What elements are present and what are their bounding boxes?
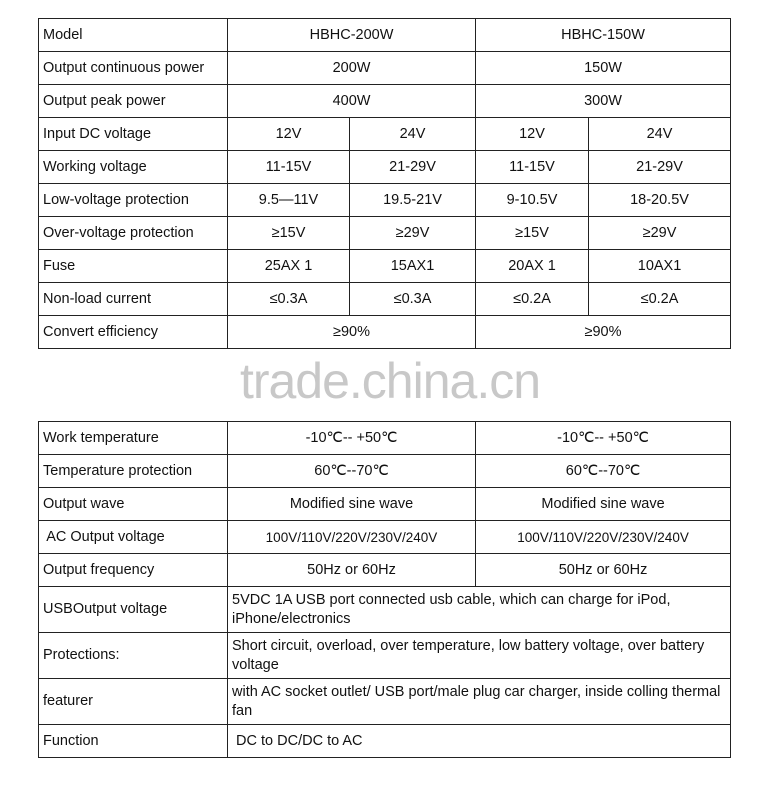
spec-table: [38, 18, 731, 758]
row-label: Protections:: [39, 633, 228, 679]
table-cell: 400W: [228, 85, 476, 118]
table-cell: 19.5-21V: [350, 184, 476, 217]
table-cell: 150W: [476, 52, 731, 85]
table-cell: 18-20.5V: [589, 184, 731, 217]
row-label: Input DC voltage: [39, 118, 228, 151]
table-row: [39, 85, 731, 118]
row-label: Work temperature: [39, 422, 228, 455]
table-cell: with AC socket outlet/ USB port/male plug car charger, inside colling thermal fan: [228, 679, 731, 725]
table-cell: 50Hz or 60Hz: [476, 554, 731, 587]
table-row: [39, 455, 731, 488]
table-cell: ≤0.3A: [228, 283, 350, 316]
table-row: [39, 679, 731, 725]
table-cell: ≥90%: [476, 316, 731, 349]
table-cell: HBHC-150W: [476, 19, 731, 52]
table-cell: 9-10.5V: [476, 184, 589, 217]
table-cell: ≤0.2A: [589, 283, 731, 316]
watermark-text: trade.china.cn: [239, 353, 541, 409]
row-label: AC Output voltage: [39, 521, 228, 554]
table-row-gap: [39, 349, 731, 422]
table-cell: ≥15V: [476, 217, 589, 250]
table-cell: -10℃-- +50℃: [476, 422, 731, 455]
row-label: Fuse: [39, 250, 228, 283]
table-cell: ≤0.3A: [350, 283, 476, 316]
table-cell: 5VDC 1A USB port connected usb cable, which can charge for iPod, iPhone/electronics: [228, 587, 731, 633]
table-cell: 50Hz or 60Hz: [228, 554, 476, 587]
row-label: Temperature protection: [39, 455, 228, 488]
table-row: [39, 422, 731, 455]
table-cell: Modified sine wave: [476, 488, 731, 521]
table-row: [39, 488, 731, 521]
table-cell: 100V/110V/220V/230V/240V: [228, 521, 476, 554]
table-cell: 100V/110V/220V/230V/240V: [476, 521, 731, 554]
table-row: [39, 633, 731, 679]
table-cell: 24V: [589, 118, 731, 151]
table-cell: Modified sine wave: [228, 488, 476, 521]
table-cell: 21-29V: [350, 151, 476, 184]
table-cell: 11-15V: [476, 151, 589, 184]
table-cell: 200W: [228, 52, 476, 85]
row-label: featurer: [39, 679, 228, 725]
table-cell: ≥15V: [228, 217, 350, 250]
table-cell: 10AX1: [589, 250, 731, 283]
table-row: [39, 587, 731, 633]
table-cell: Short circuit, overload, over temperature, low battery voltage, over battery voltage: [228, 633, 731, 679]
row-label: Output peak power: [39, 85, 228, 118]
row-label: Non-load current: [39, 283, 228, 316]
table-cell: ≥29V: [589, 217, 731, 250]
table-row: [39, 52, 731, 85]
watermark-band: [39, 349, 731, 422]
table-cell: 20AX 1: [476, 250, 589, 283]
table-cell: -10℃-- +50℃: [228, 422, 476, 455]
table-cell: 12V: [228, 118, 350, 151]
table-row: [39, 19, 731, 52]
row-label: Model: [39, 19, 228, 52]
row-label: Output continuous power: [39, 52, 228, 85]
row-label: Output frequency: [39, 554, 228, 587]
table-cell: 12V: [476, 118, 589, 151]
table-cell: ≤0.2A: [476, 283, 589, 316]
table-row: [39, 250, 731, 283]
table-row: [39, 217, 731, 250]
table-row: [39, 118, 731, 151]
table-row: [39, 554, 731, 587]
row-label: Low-voltage protection: [39, 184, 228, 217]
table-cell: 24V: [350, 118, 476, 151]
table-cell: 25AX 1: [228, 250, 350, 283]
table-cell: 60℃--70℃: [476, 455, 731, 488]
table-cell: HBHC-200W: [228, 19, 476, 52]
row-label: Convert efficiency: [39, 316, 228, 349]
table-cell: ≥29V: [350, 217, 476, 250]
table-cell: 9.5—11V: [228, 184, 350, 217]
table-cell: 15AX1: [350, 250, 476, 283]
row-label: Working voltage: [39, 151, 228, 184]
table-cell: DC to DC/DC to AC: [228, 725, 731, 758]
row-label: Function: [39, 725, 228, 758]
table-cell: 11-15V: [228, 151, 350, 184]
table-cell: 21-29V: [589, 151, 731, 184]
table-row: [39, 184, 731, 217]
row-label: Output wave: [39, 488, 228, 521]
table-cell: 60℃--70℃: [228, 455, 476, 488]
table-row: [39, 151, 731, 184]
table-row: [39, 316, 731, 349]
row-label: USBOutput voltage: [39, 587, 228, 633]
table-cell: ≥90%: [228, 316, 476, 349]
row-label: Over-voltage protection: [39, 217, 228, 250]
table-row: [39, 521, 731, 554]
table-cell: 300W: [476, 85, 731, 118]
table-row: [39, 283, 731, 316]
table-row: [39, 725, 731, 758]
